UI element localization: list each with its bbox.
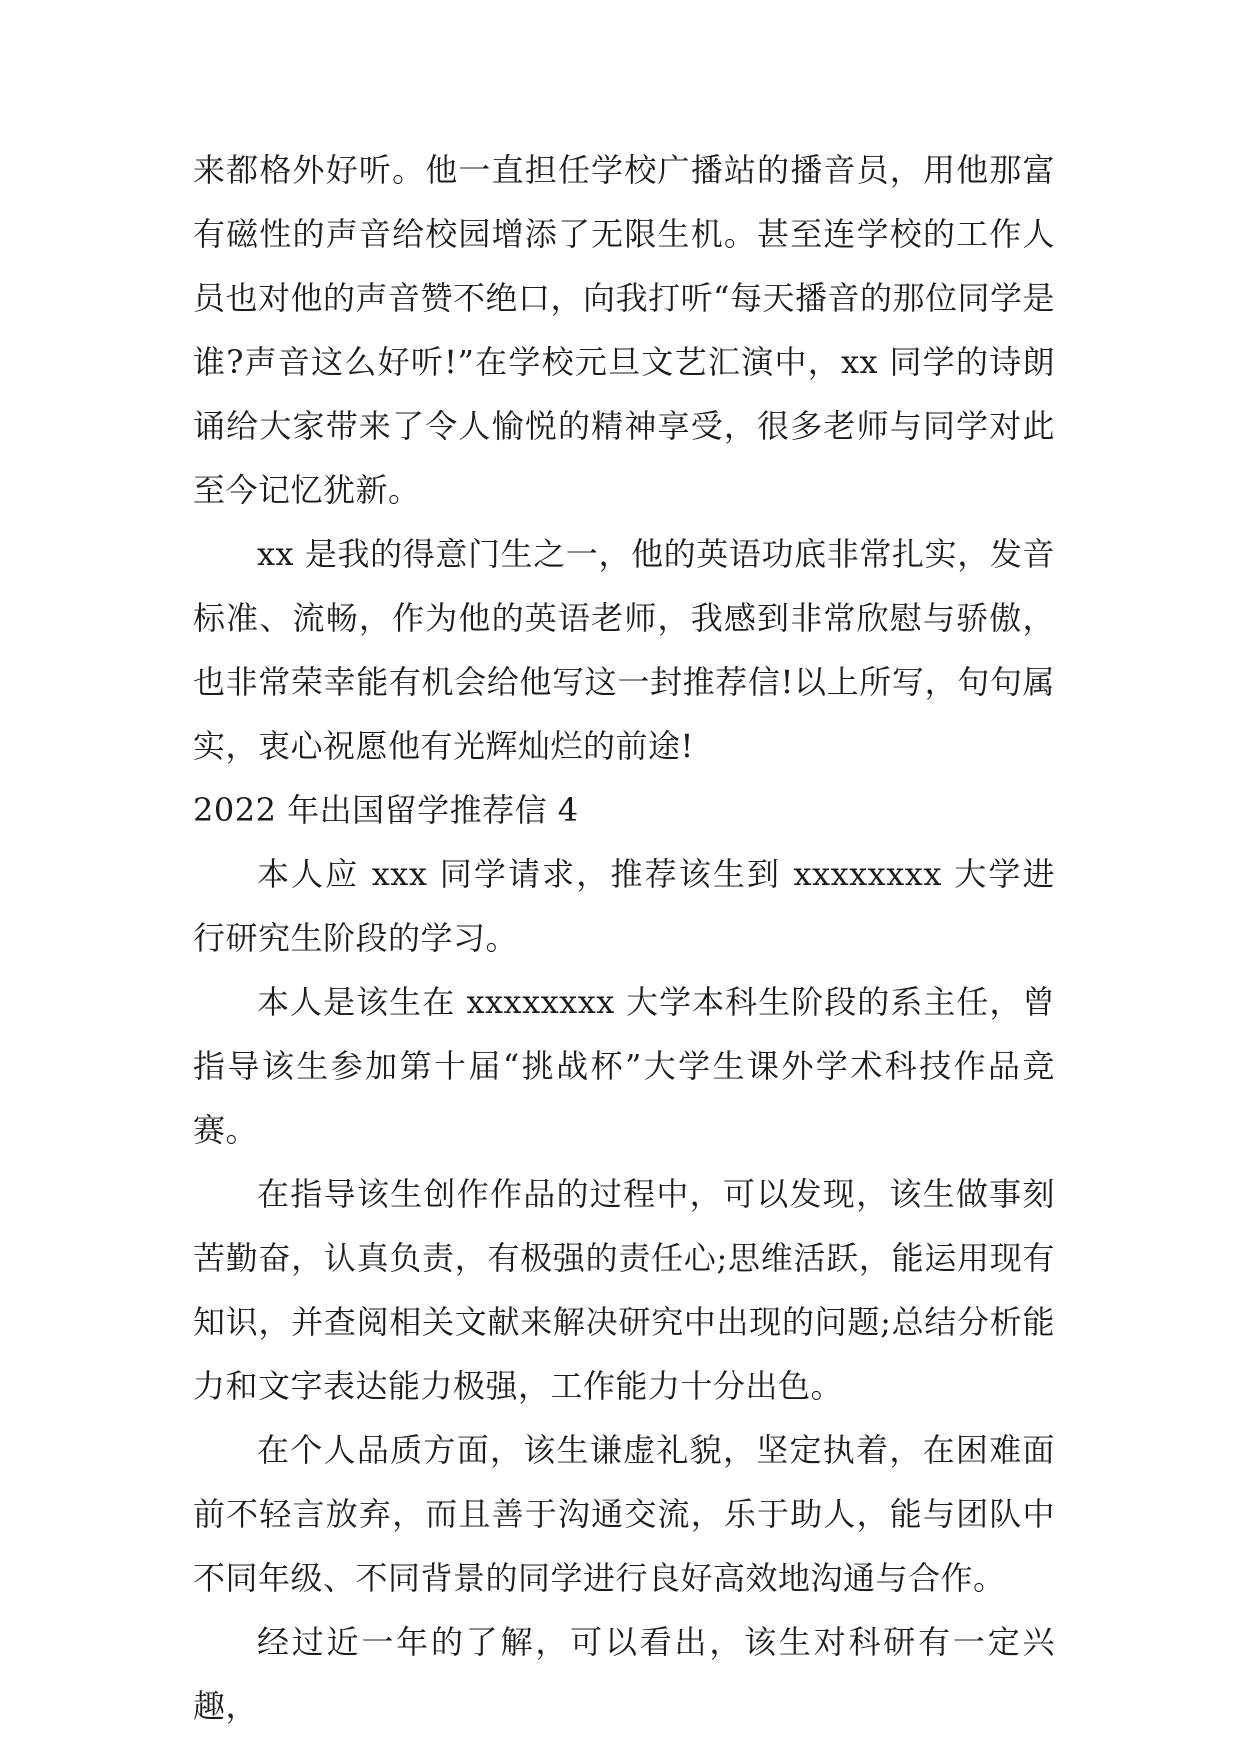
paragraph: 在指导该生创作作品的过程中，可以发现，该生做事刻苦勤奋，认真负责，有极强的责任心;思维活跃，能运用现有知识，并查阅相关文献来解决研究中出现的问题;总结分析能力和文字表达能力极强，工作能力十分出色。 <box>193 1175 1055 1405</box>
paragraph: xx 是我的得意门生之一，他的英语功底非常扎实，发音标准、流畅，作为他的英语老师，我感到非常欣慰与骄傲，也非常荣幸能有机会给他写这一封推荐信!以上所写，句句属实，衷心祝愿他有光辉灿烂的前途! <box>193 535 1055 765</box>
paragraph-continued: 来都格外好听。他一直担任学校广播站的播音员，用他那富有磁性的声音给校园增添了无限生机。甚至连学校的工作人员也对他的声音赞不绝口，向我打听“每天播音的那位同学是谁?声音这么好听!”在学校元旦文艺汇演中，xx 同学的诗朗诵给大家带来了令人愉悦的精神享受，很多老师与同学对此至今记忆犹新。 <box>193 151 1055 509</box>
paragraph: 经过近一年的了解，可以看出，该生对科研有一定兴趣， <box>193 1623 1055 1725</box>
paragraph: 本人应 xxx 同学请求，推荐该生到 xxxxxxxx 大学进行研究生阶段的学习。 <box>193 855 1055 957</box>
document-body <box>193 138 1055 1738</box>
paragraph: 在个人品质方面，该生谦虚礼貌，坚定执着，在困难面前不轻言放弃，而且善于沟通交流，乐于助人，能与团队中不同年级、不同背景的同学进行良好高效地沟通与合作。 <box>193 1431 1055 1597</box>
paragraph: 本人是该生在 xxxxxxxx 大学本科生阶段的系主任，曾指导该生参加第十届“挑战杯”大学生课外学术科技作品竞赛。 <box>193 983 1055 1149</box>
section-title: 2022 年出国留学推荐信 4 <box>193 791 579 829</box>
